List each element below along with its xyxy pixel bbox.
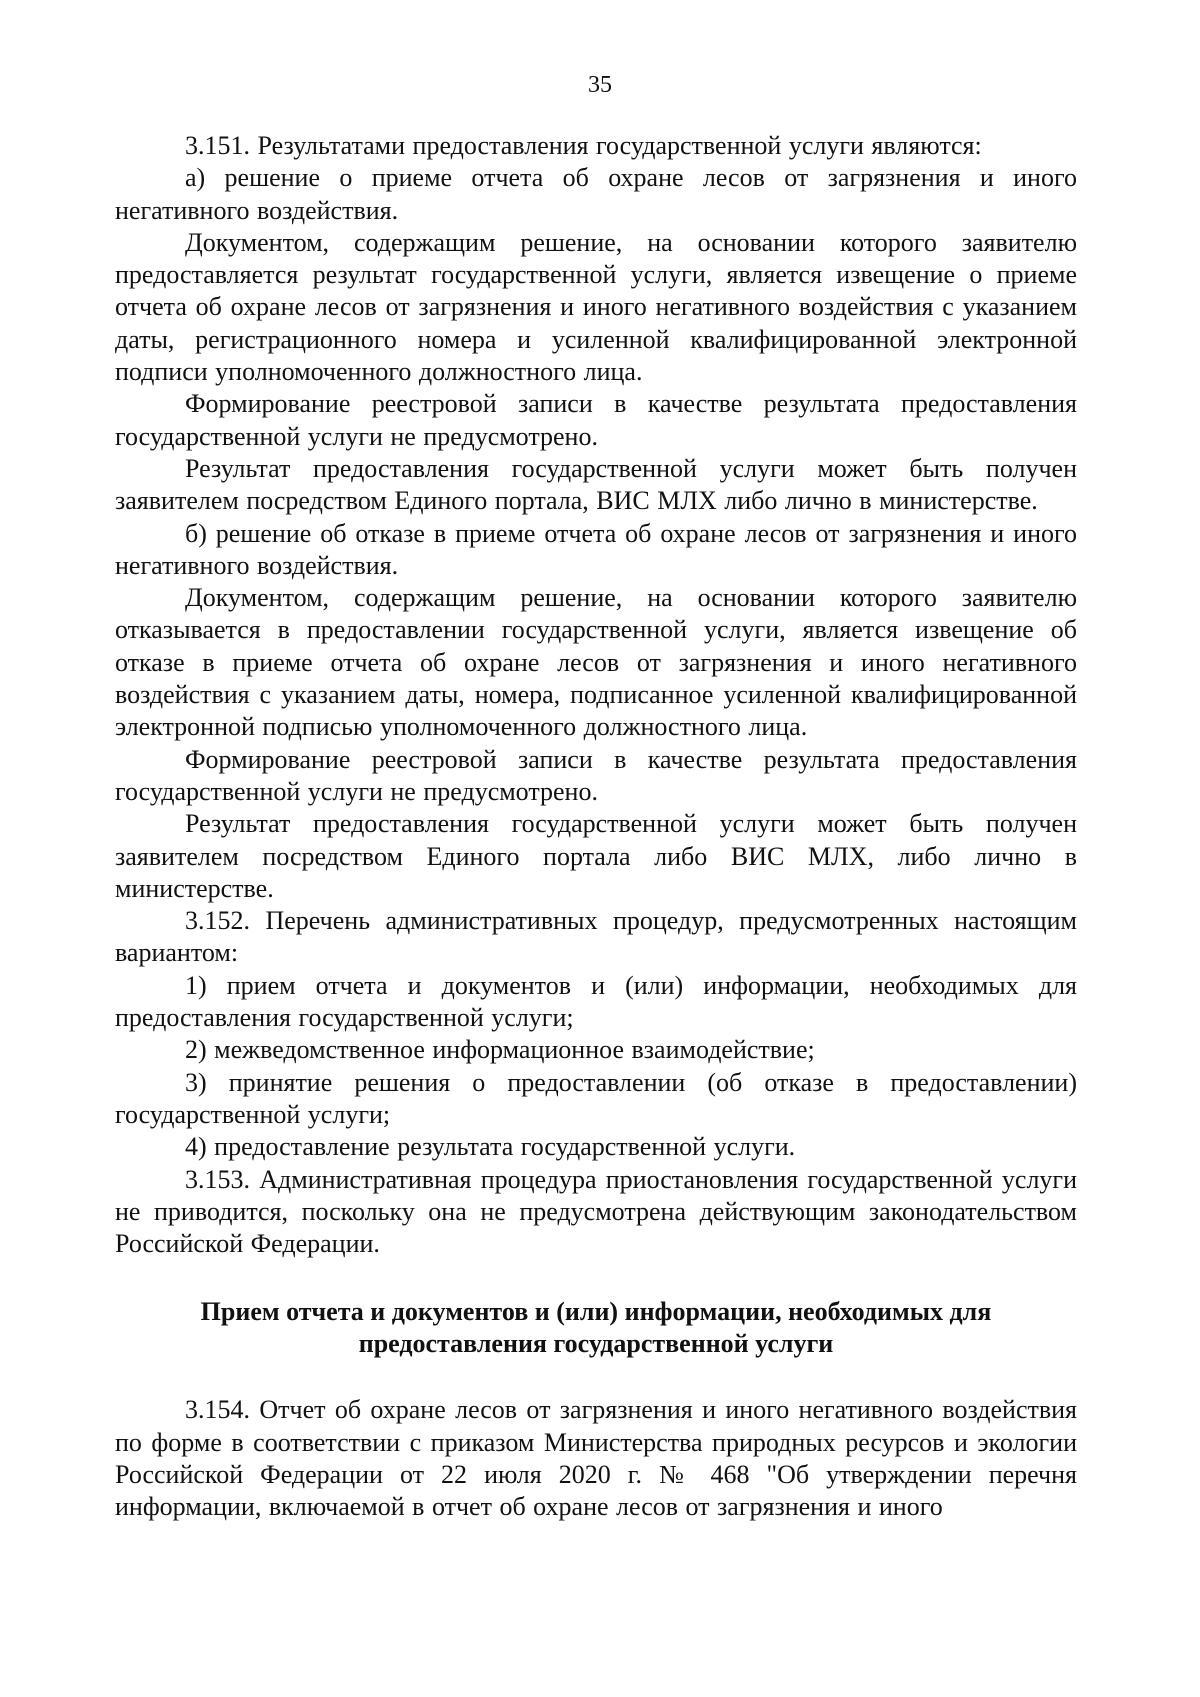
paragraph: Документом, содержащим решение, на основании которого заявителю отказывается в предоставлении государственной услуги, является извещение об отказе в приеме отчета об охране лесов от загрязнения и иного негативного воздействия с указанием даты, номера, подписанное усиленной квалифицированной электронной подписью уполномоченного должностного лица.: [115, 583, 1077, 742]
paragraph: Результат предоставления государственной услуги может быть получен заявителем посредством Единого портала, ВИС МЛХ либо лично в министерстве.: [115, 453, 1077, 516]
paragraph: 4) предоставление результата государственной услуги.: [185, 1132, 796, 1162]
section-heading: [115, 1296, 1077, 1360]
paragraph: Формирование реестровой записи в качестве результата предоставления государственной услуги не предусмотрено.: [115, 744, 1077, 806]
paragraph: Документом, содержащим решение, на основании которого заявителю предоставляется результат государственной услуги, является извещение о приеме отчета об охране лесов от загрязнения и иного негативного воздействия с указанием даты, регистрационного номера и усиленной квалифицированной электронной подписи уполномоченного должностного лица.: [115, 227, 1077, 387]
section-heading-line: Прием отчета и документов и (или) информации, необходимых для: [200, 1297, 992, 1327]
paragraph: б) решение об отказе в приеме отчета об охране лесов от загрязнения и иного негативного воздействия.: [115, 518, 1077, 580]
document-body: [115, 130, 1077, 1524]
paragraph: 1) прием отчета и документов и (или) информации, необходимых для предоставления государственной услуги;: [115, 970, 1077, 1033]
paragraph: Формирование реестровой записи в качестве результата предоставления государственной услуги не предусмотрено.: [115, 389, 1077, 451]
paragraph: Результат предоставления государственной услуги может быть получен заявителем посредством Единого портала либо ВИС МЛХ, либо лично в министерстве.: [115, 809, 1077, 903]
paragraph: 3.153. Административная процедура приостановления государственной услуги не приводится, поскольку она не предусмотрена действующим законодательством Российской Федерации.: [115, 1164, 1077, 1259]
paragraph: 3) принятие решения о предоставлении (об отказе в предоставлении) государственной услуги;: [115, 1067, 1077, 1129]
paragraph: 3.151. Результатами предоставления государственной услуги являются:: [185, 131, 982, 160]
paragraph: 3.154. Отчет об охране лесов от загрязнения и иного негативного воздействия по форме в соответствии с приказом Министерства природных ресурсов и экологии Российской Федерации от 22 июля 2020 г. № 468 "Об утверждении перечня информации, включаемой в отчет об охране лесов от загрязнения и иного: [115, 1395, 1077, 1522]
paragraph: 2) межведомственное информационное взаимодействие;: [185, 1035, 815, 1065]
paragraph: 3.152. Перечень административных процедур, предусмотренных настоящим вариантом:: [115, 906, 1077, 968]
section-heading-line: предоставления государственной услуги: [358, 1329, 834, 1359]
page-number: 35: [588, 72, 612, 98]
paragraph: а) решение о приеме отчета об охране лесов от загрязнения и иного негативного воздействия.: [115, 163, 1077, 225]
